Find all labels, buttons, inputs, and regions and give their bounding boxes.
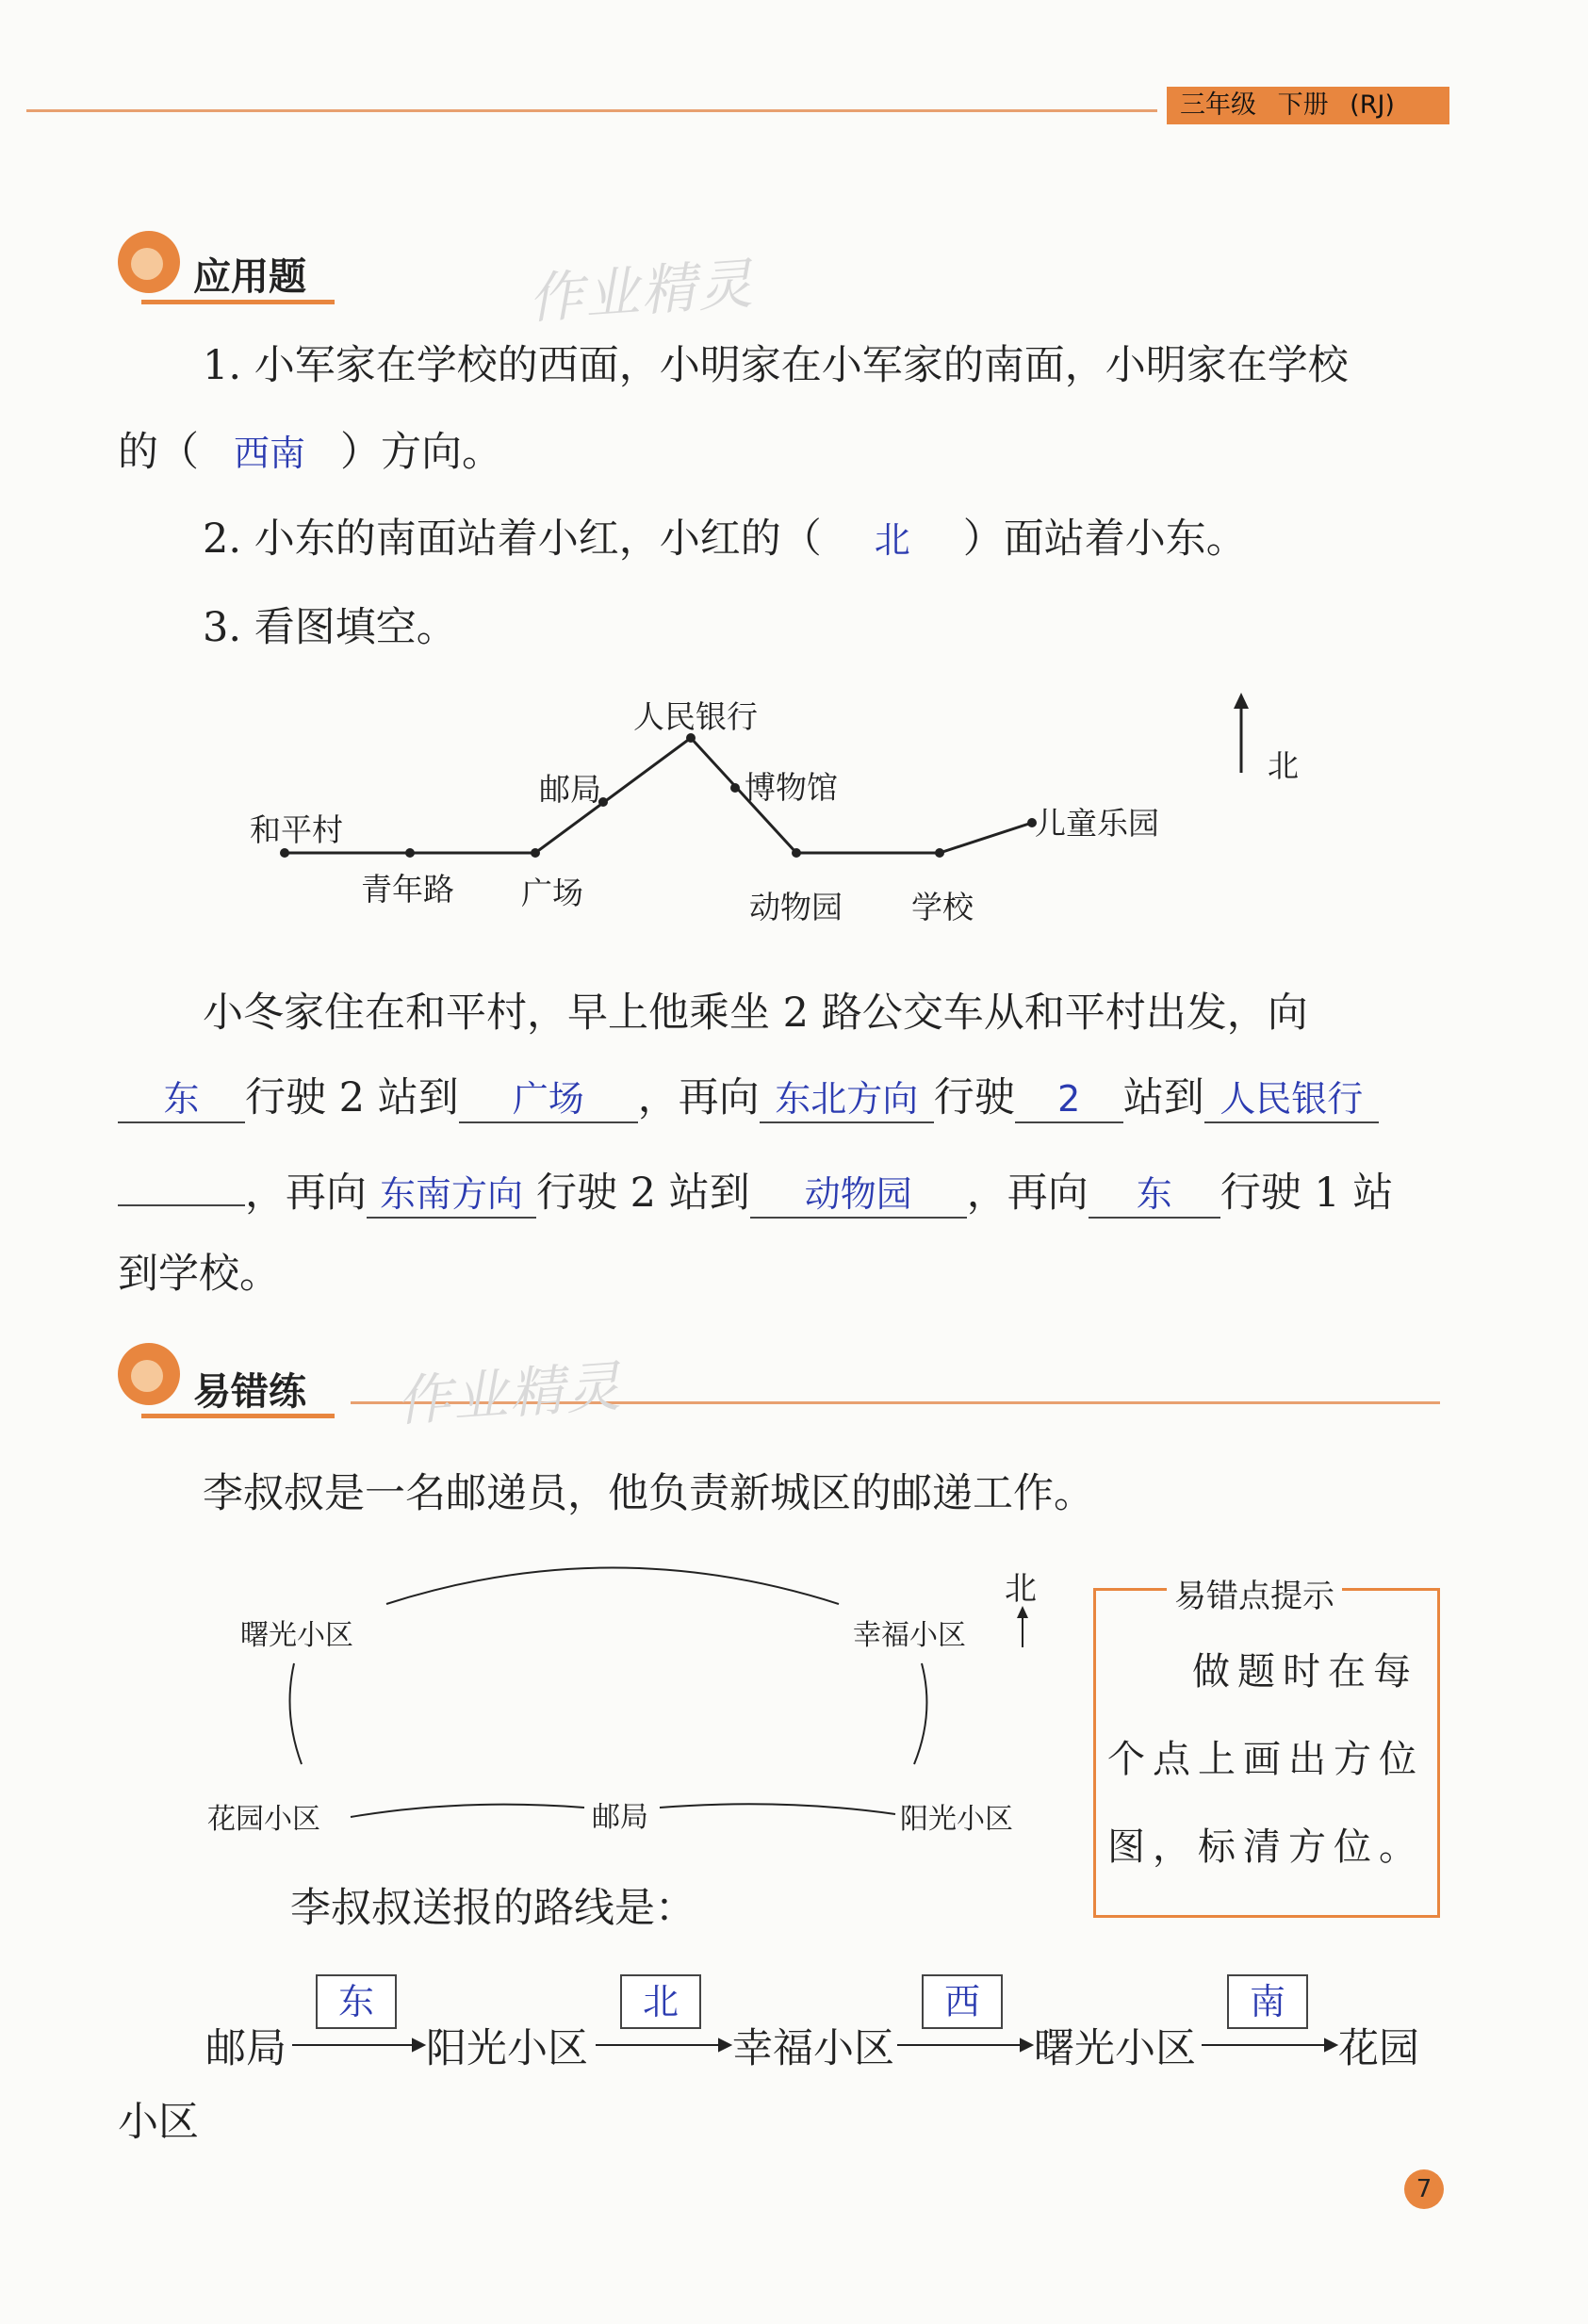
stop-dot-guangchang xyxy=(531,848,540,858)
watermark: 作业精灵 xyxy=(394,1353,625,1434)
blank-2[interactable]: 广场 xyxy=(459,1076,638,1123)
student-mascot-icon xyxy=(118,1343,180,1405)
label-renmin: 人民银行 xyxy=(633,698,758,735)
label-youju: 邮局 xyxy=(539,771,601,808)
hint-line-2: 个点上画出方位 xyxy=(1107,1738,1424,1781)
north-arrow-head xyxy=(1234,693,1249,709)
label-north: 北 xyxy=(1268,747,1299,784)
road-huayuan-youju xyxy=(351,1805,584,1817)
text-segment: ，再向 xyxy=(966,1170,1089,1217)
label-north: 北 xyxy=(1005,1570,1037,1608)
road-xingfu-yangguang xyxy=(914,1663,926,1764)
label-youju: 邮局 xyxy=(592,1801,648,1834)
blank-3[interactable]: 东北方向 xyxy=(760,1076,934,1123)
route-intro: 李叔叔送报的路线是： xyxy=(290,1885,696,1932)
route-direction-1[interactable]: 东 xyxy=(316,1974,397,2029)
label-dongwuyuan: 动物园 xyxy=(749,889,843,925)
question-3: 3. 看图填空。 xyxy=(203,604,457,651)
q2-suffix: ）面站着小东。 xyxy=(962,516,1247,563)
paragraph-line3 xyxy=(118,1159,1393,1221)
hint-line-3: 图，标清方位。 xyxy=(1107,1825,1424,1869)
page-number: 7 xyxy=(1404,2169,1444,2209)
text-segment: ，再向 xyxy=(245,1170,367,1217)
blank-8[interactable]: 东 xyxy=(1089,1171,1220,1219)
label-bowuguan: 博物馆 xyxy=(745,769,838,806)
q2-answer[interactable]: 北 xyxy=(874,519,910,561)
bus-route-line xyxy=(285,738,1032,853)
route-stop-shuguang: 曙光小区 xyxy=(1034,2025,1196,2072)
error-intro: 李叔叔是一名邮递员，他负责新城区的邮递工作。 xyxy=(203,1470,1094,1517)
blank-1[interactable]: 东 xyxy=(118,1076,245,1123)
q1-prefix: 的（ xyxy=(118,429,199,476)
stop-dot-xuexiao xyxy=(935,848,944,858)
label-heping: 和平村 xyxy=(250,811,343,848)
label-guangchang: 广场 xyxy=(521,875,583,911)
section-title-application: 应用题 xyxy=(193,255,306,299)
stop-dot-qingnian xyxy=(405,848,415,858)
grade-tag: 三年级 下册 (RJ) xyxy=(1167,87,1449,124)
section-title-underline xyxy=(141,1414,335,1418)
route-direction-3[interactable]: 西 xyxy=(922,1974,1003,2029)
stop-dot-dongwuyuan xyxy=(792,848,801,858)
blank-5-continuation xyxy=(118,1159,245,1206)
paragraph-line2 xyxy=(118,1070,1379,1126)
hint-title: 易错点提示 xyxy=(1167,1570,1342,1616)
road-shuguang-xingfu xyxy=(386,1568,839,1605)
route-stop-huayuan: 花园 xyxy=(1338,2025,1419,2072)
route-stop-yangguang: 阳光小区 xyxy=(426,2025,588,2072)
section-title-error-practice: 易错练 xyxy=(193,1370,306,1414)
text-segment: 行驶 1 站 xyxy=(1220,1170,1394,1217)
watermark: 作业精灵 xyxy=(526,251,757,332)
road-youju-yangguang xyxy=(660,1804,895,1814)
label-yangguang: 阳光小区 xyxy=(900,1803,1013,1836)
label-shuguang: 曙光小区 xyxy=(240,1619,353,1652)
text-segment: 行驶 2 站到 xyxy=(536,1170,750,1217)
q1-answer[interactable]: 西南 xyxy=(233,433,305,474)
paragraph-line1: 小冬家住在和平村，早上他乘坐 2 路公交车从和平村出发，向 xyxy=(203,990,1308,1037)
question-1-line1: 1. 小军家在学校的西面，小明家在小军家的南面，小明家在学校 xyxy=(203,342,1349,389)
text-segment: 行驶 xyxy=(933,1074,1015,1121)
text-segment: 行驶 2 站到 xyxy=(245,1074,459,1121)
q2-prefix: 2. 小东的南面站着小红，小红的（ xyxy=(203,516,822,563)
road-shuguang-huayuan xyxy=(290,1663,303,1764)
route-stop-xingfu: 幸福小区 xyxy=(732,2025,894,2072)
label-huayuan: 花园小区 xyxy=(207,1803,320,1836)
route-direction-4[interactable]: 南 xyxy=(1227,1974,1308,2029)
hint-line-1: 做题时在每 xyxy=(1192,1650,1418,1694)
blank-7[interactable]: 动物园 xyxy=(750,1171,967,1219)
route-stop-youju: 邮局 xyxy=(205,2025,286,2072)
paragraph-line4: 到学校。 xyxy=(118,1251,280,1298)
blank-6[interactable]: 东南方向 xyxy=(367,1171,536,1219)
label-ertong: 儿童乐园 xyxy=(1035,805,1159,842)
route-direction-2[interactable]: 北 xyxy=(620,1974,701,2029)
label-qingnian: 青年路 xyxy=(361,871,454,908)
stop-dot-bowuguan xyxy=(730,783,740,793)
text-segment: 站到 xyxy=(1122,1074,1204,1121)
route-stop-huayuan-cont: 小区 xyxy=(118,2099,199,2146)
text-segment: ，再向 xyxy=(637,1074,760,1121)
q1-suffix: ）方向。 xyxy=(340,429,502,476)
label-xuexiao: 学校 xyxy=(911,889,974,925)
blank-4[interactable]: 2 xyxy=(1015,1076,1123,1123)
label-xingfu: 幸福小区 xyxy=(853,1619,966,1652)
blank-5[interactable]: 人民银行 xyxy=(1204,1076,1379,1123)
